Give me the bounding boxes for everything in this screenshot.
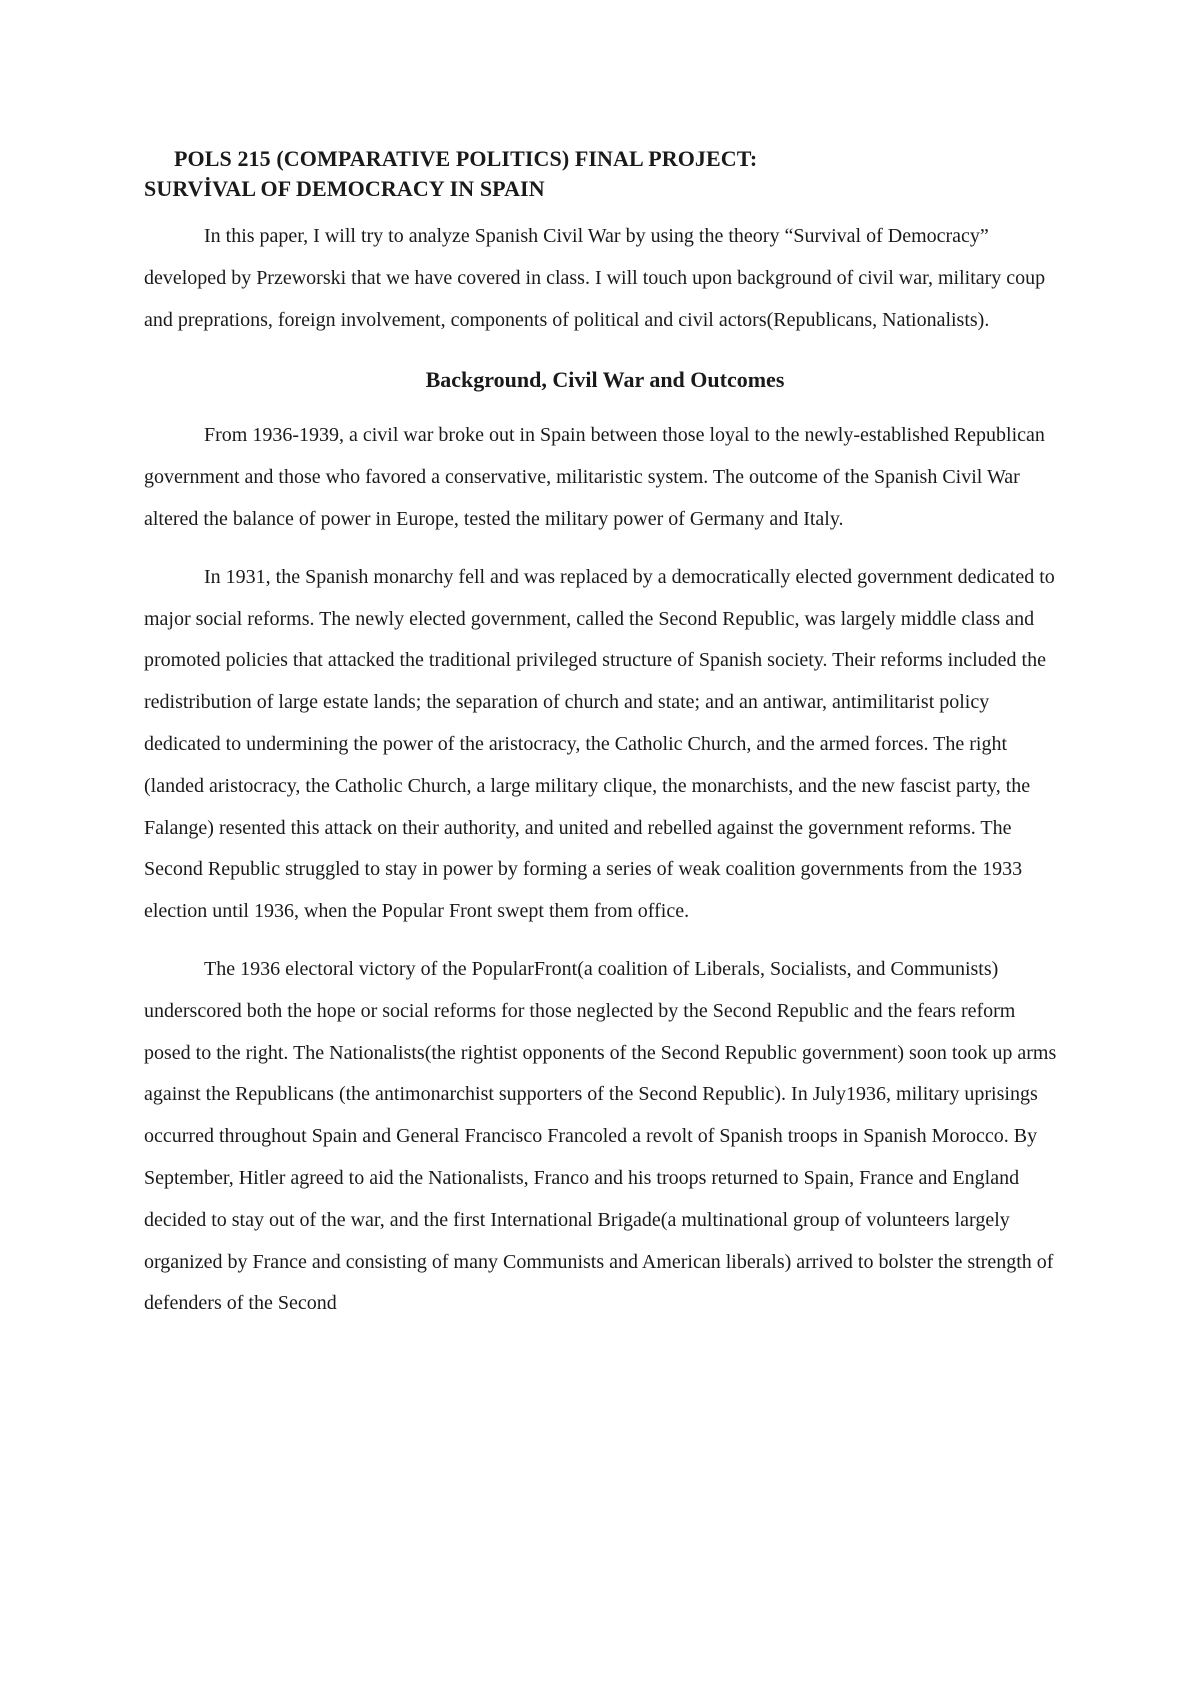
document-title-line-1: POLS 215 (COMPARATIVE POLITICS) FINAL PROJECT: xyxy=(174,146,758,171)
document-body xyxy=(144,144,1066,1341)
body-paragraph-2: In 1931, the Spanish monarchy fell and was replaced by a democratically elected government dedicated to major social reforms. The newly elected government, called the Second Republic, was largely middle class and promoted policies that attacked the traditional privileged structure of Spanish society. Their reforms included the redistribution of large estate lands; the separation of church and state; and an antiwar, antimilitarist policy dedicated to undermining the power of the aristocracy, the Catholic Church, and the armed forces. The right (landed aristocracy, the Catholic Church, a large military clique, the monarchists, and the new fascist party, the Falange) resented this attack on their authority, and united and rebelled against the government reforms. The Second Republic struggled to stay in power by forming a series of weak coalition governments from the 1933 election until 1936, when the Popular Front swept them from office. xyxy=(144,565,1055,923)
document-title xyxy=(144,144,1066,204)
intro-paragraph: In this paper, I will try to analyze Spanish Civil War by using the theory “Survival of Democracy” developed by Przeworski that we have covered in class. I will touch upon background of civil war, military coup and preprations, foreign involvement, components of political and civil actors(Republicans, Nationalists). xyxy=(144,225,1046,331)
body-paragraph-3: The 1936 electoral victory of the PopularFront(a coalition of Liberals, Socialists, and Communists) underscored both the hope or social reforms for those neglected by the Second Republic and the fears reform posed to the right. The Nationalists(the rightist opponents of the Second Republic government) soon took up arms against the Republicans (the antimonarchist supporters of the Second Republic). In July1936, military uprisings occurred throughout Spain and General Francisco Francoled a revolt of Spanish troops in Spanish Morocco. By September, Hitler agreed to aid the Nationalists, Franco and his troops returned to Spain, France and England decided to stay out of the war, and the first International Brigade(a multinational group of volunteers largely organized by France and consisting of many Communists and American liberals) arrived to bolster the strength of defenders of the Second xyxy=(144,957,1057,1315)
body-paragraph-1: From 1936-1939, a civil war broke out in Spain between those loyal to the newly-established Republican government and those who favored a conservative, militaristic system. The outcome of the Spanish Civil War altered the balance of power in Europe, tested the military power of Germany and Italy. xyxy=(144,424,1045,530)
section-heading: Background, Civil War and Outcomes xyxy=(425,367,785,393)
document-title-line-2: SURVİVAL OF DEMOCRACY IN SPAIN xyxy=(144,176,545,201)
